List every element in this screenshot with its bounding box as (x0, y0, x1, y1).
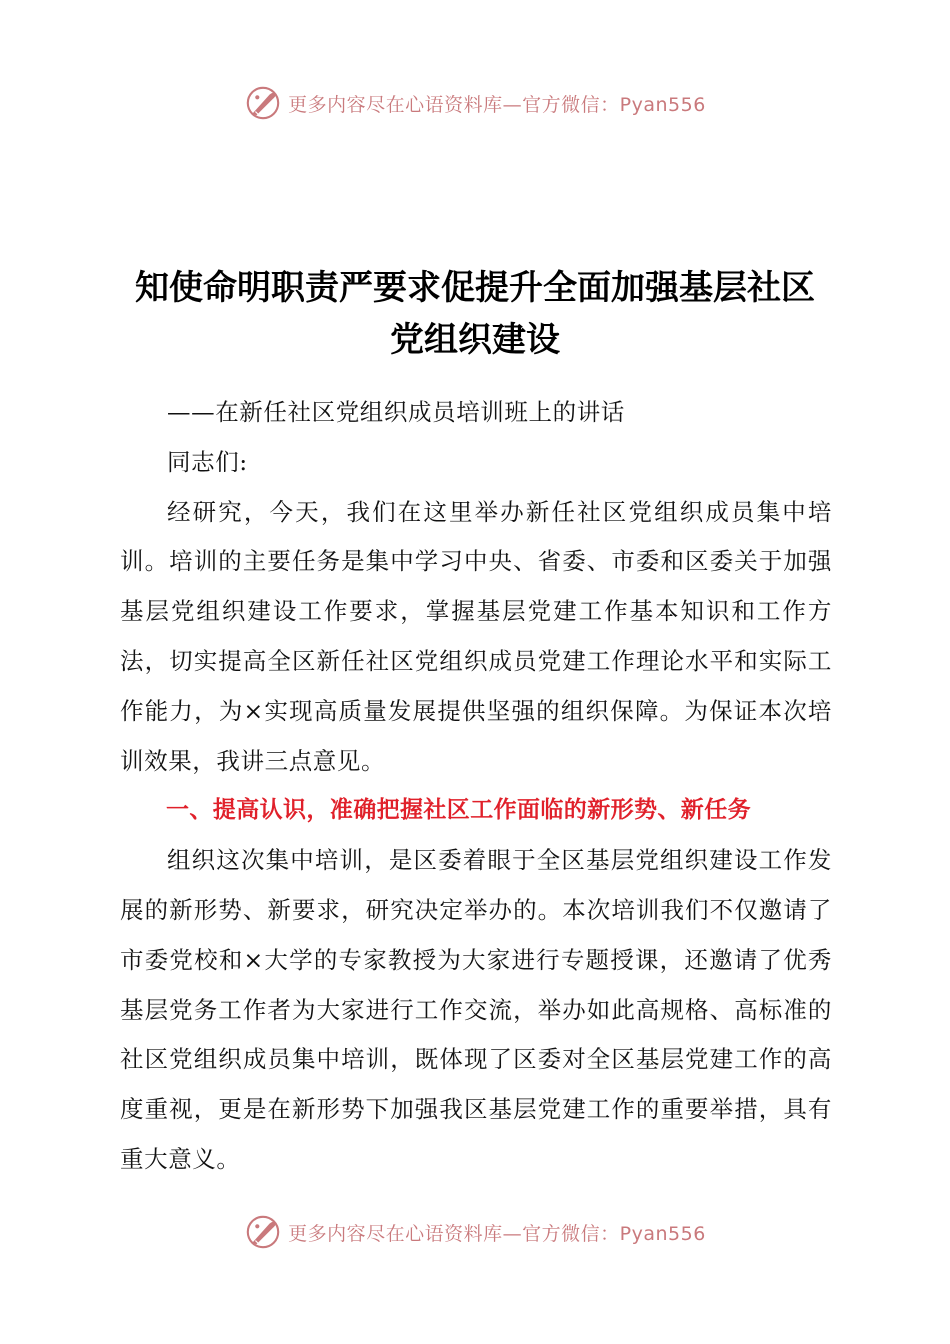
document-body (120, 388, 832, 1185)
watermark-text: 更多内容尽在心语资料库—官方微信：Pyan556 (288, 1222, 706, 1245)
watermark-wechat-id: Pyan556 (619, 93, 706, 116)
watermark-wechat-id: Pyan556 (619, 1222, 706, 1245)
paragraph: 组织这次集中培训，是区委着眼于全区基层党组织建设工作发展的新形势、新要求，研究决定举办的。本次培训我们不仅邀请了市委党校和×大学的专家教授为大家进行专题授课，还邀请了优秀基层党务工作者为大家进行工作交流，举办如此高规格、高标准的社区党组织成员集中培训，既体现了区委对全区基层党建工作的高度重视，更是在新形势下加强我区基层党建工作的重要举措，具有重大意义。 (120, 846, 832, 1173)
paragraph: 经研究，今天，我们在这里举办新任社区党组织成员集中培训。培训的主要任务是集中学习中央、省委、市委和区委关于加强基层党组织建设工作要求，掌握基层党建工作基本知识和工作方法，切实提高全区新任社区党组织成员党建工作理论水平和实际工作能力，为×实现高质量发展提供坚强的组织保障。为保证本次培训效果，我讲三点意见。 (120, 497, 832, 775)
watermark-text: 更多内容尽在心语资料库—官方微信：Pyan556 (288, 93, 706, 116)
quill-logo-icon (244, 84, 282, 122)
document-title (100, 262, 850, 366)
section-heading: 一、提高认识，准确把握社区工作面临的新形势、新任务 (166, 797, 751, 824)
watermark-footer (0, 1212, 950, 1252)
title-line-2: 党组织建设 (390, 320, 560, 360)
watermark-header (0, 83, 950, 123)
subtitle: ——在新任社区党组织成员培训班上的讲话 (167, 398, 625, 426)
title-line-1: 知使命明职责严要求促提升全面加强基层社区 (135, 268, 815, 308)
quill-logo-icon (244, 1213, 282, 1251)
greeting: 同志们: (167, 447, 248, 476)
